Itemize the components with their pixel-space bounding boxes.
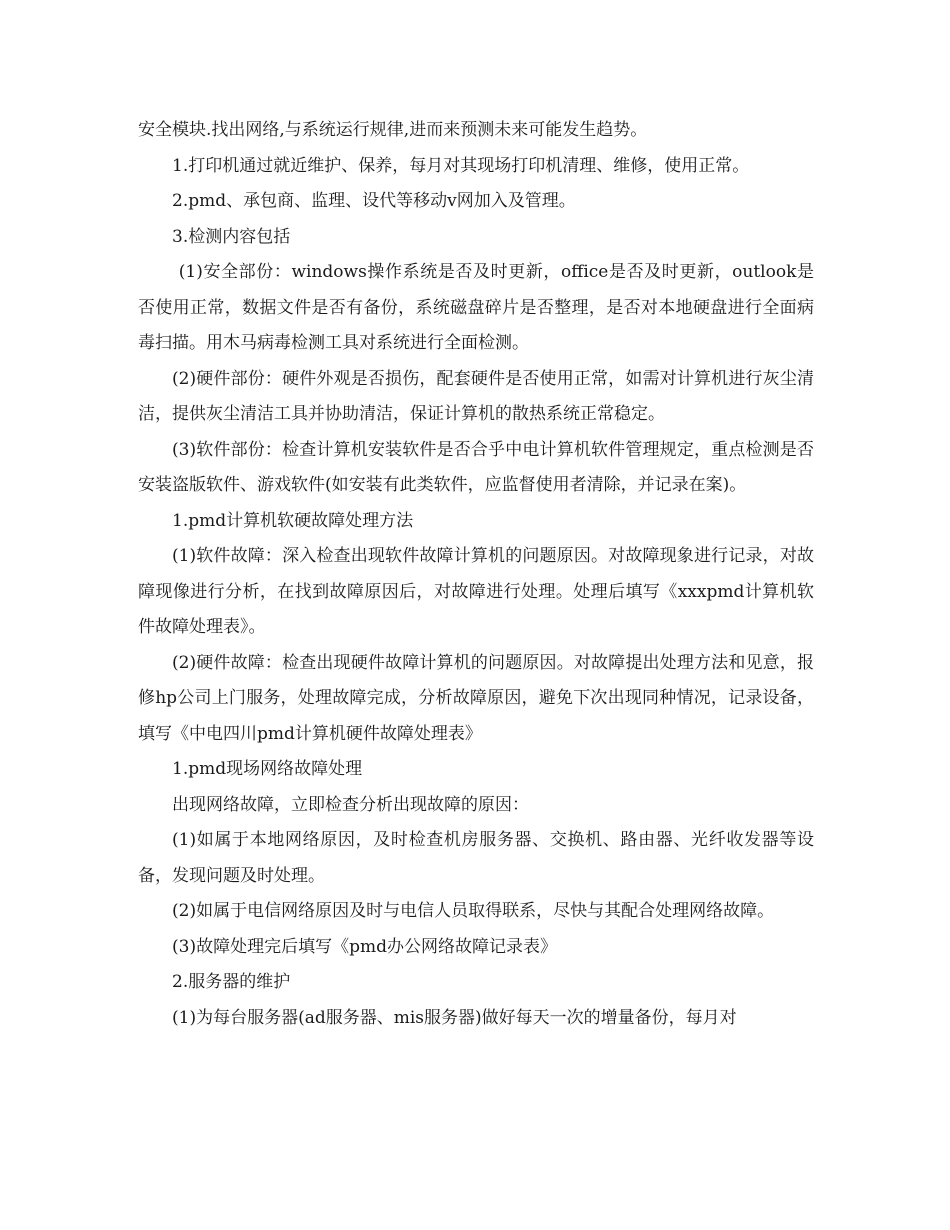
paragraph: (1)为每台服务器(ad服务器、mis服务器)做好每天一次的增量备份，每月对 — [172, 1007, 737, 1028]
paragraph: (1)安全部份：windows操作系统是否及时更新，office是否及时更新，outlook是否使用正常，数据文件是否有备份，系统磁盘碎片是否整理，是否对本地硬盘进行全面病毒扫描。用木马病毒检测工具对系统进行全面检测。 — [138, 262, 814, 353]
paragraph: (1)如属于本地网络原因，及时检查机房服务器、交换机、路由器、光纤收发器等设备，发现问题及时处理。 — [138, 830, 814, 886]
paragraph: (3)故障处理完后填写《pmd办公网络故障记录表》 — [172, 936, 557, 957]
paragraph: 3.检测内容包括 — [172, 226, 291, 247]
paragraph: (2)硬件故障：检查出现硬件故障计算机的问题原因。对故障提出处理方法和见意，报修hp公司上门服务，处理故障完成，分析故障原因，避免下次出现同种情况，记录设备，填写《中电四川pmd计算机硬件故障处理表》 — [138, 652, 814, 744]
paragraph: 1.pmd现场网络故障处理 — [172, 759, 363, 779]
paragraph: 1.pmd计算机软硬故障处理方法 — [172, 510, 414, 531]
document-body — [138, 113, 814, 1036]
paragraph: (1)软件故障：深入检查出现软件故障计算机的问题原因。对故障现象进行记录，对故障现像进行分析，在找到故障原因后，对故障进行处理。处理后填写《xxxpmd计算机软件故障处理表》。 — [138, 546, 814, 637]
paragraph: (3)软件部份：检查计算机安装软件是否合乎中电计算机软件管理规定，重点检测是否安装盗版软件、游戏软件(如安装有此类软件，应监督使用者清除，并记录在案)。 — [138, 439, 814, 495]
paragraph: 安全模块.找出网络,与系统运行规律,进而来预测未来可能发生趋势。 — [138, 120, 648, 140]
paragraph: (2)硬件部份：硬件外观是否损伤，配套硬件是否使用正常，如需对计算机进行灰尘清洁，提供灰尘清洁工具并协助清洁，保证计算机的散热系统正常稳定。 — [138, 368, 814, 424]
paragraph: 出现网络故障，立即检查分析出现故障的原因： — [172, 794, 529, 815]
paragraph: 2.服务器的维护 — [172, 972, 291, 992]
paragraph: (2)如属于电信网络原因及时与电信人员取得联系，尽快与其配合处理网络故障。 — [172, 901, 775, 921]
paragraph: 2.pmd、承包商、监理、设代等移动v网加入及管理。 — [172, 191, 576, 211]
paragraph: 1.打印机通过就近维护、保养，每月对其现场打印机清理、维修，使用正常。 — [172, 155, 750, 176]
